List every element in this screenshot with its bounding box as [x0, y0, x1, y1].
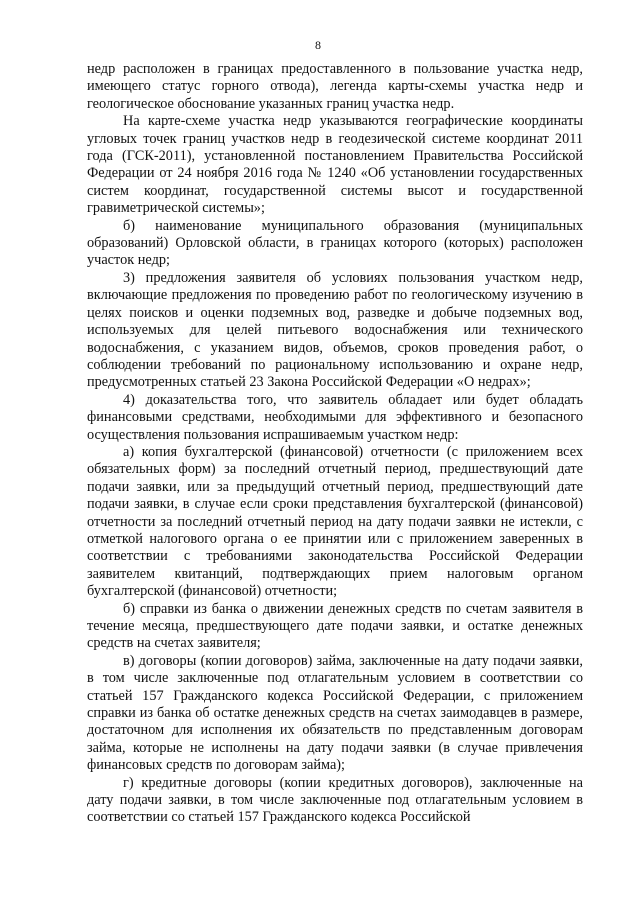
paragraph-subitem-b-bank: б) справки из банка о движении денежных средств по счетам заявителя в течение месяца, предшествующего дате подачи заявки, и остатке денежных средств на счетах заявителя; [87, 600, 583, 652]
document-body [87, 61, 583, 827]
page-number: 8 [315, 38, 321, 52]
paragraph-item-3-proposals: 3) предложения заявителя об условиях пользования участком недр, включающие предложения по проведению работ по геологическому изучению в целях поисков и оценки подземных вод, разведке и добыче подземных вод, используемых для целей питьевого водоснабжения или технического водоснабжения, с указанием видов, объемов, сроков проведения работ, о соблюдении требований по рациональному использованию и охране недр, предусмотренных статьей 23 Закона Российской Федерации «О недрах»; [87, 269, 583, 391]
paragraph-subitem-v-loans: в) договоры (копии договоров) займа, заключенные на дату подачи заявки, в том числе заключенные под отлагательным условием в соответствии со статьей 157 Гражданского кодекса Российской Федерации, с приложением справки из банка об остатке денежных средств на счетах заимодавцев в размере, достаточном для исполнения их обязательств по представленным договорам займа, которые не исполнены на дату подачи заявки (в случае привлечения финансовых средств по договорам займа); [87, 652, 583, 774]
paragraph-continuation: недр расположен в границах предоставленного в пользование участка недр, имеющего статус горного отвода), легенда карты-схемы участка недр и геологическое обоснование указанных границ участка недр. [87, 61, 583, 112]
paragraph-item-b-municipal: б) наименование муниципального образования (муниципальных образований) Орловской области, в границах которого (которых) расположен участок недр; [87, 217, 583, 269]
paragraph-subitem-a-accounting: а) копия бухгалтерской (финансовой) отчетности (с приложением всех обязательных форм) за последний отчетный период, предшествующий дате подачи заявки, или за предыдущий отчетный период, предшествующий дате подачи заявки, в случае если сроки представления бухгалтерской (финансовой) отчетности за последний отчетный период на дату подачи заявки не истекли, с отметкой налогового органа о ее принятии или с приложением заверенных в соответствии с требованиями законодательства Российской Федерации заявителем квитанций, подтверждающих прием налоговым органом бухгалтерской (финансовой) отчетности; [87, 443, 583, 600]
paragraph-coordinates: На карте-схеме участка недр указываются географические координаты угловых точек границ участков недр в геодезической системе координат 2011 года (ГСК-2011), установленной постановлением Правительства Российской Федерации от 24 ноября 2016 года № 1240 «Об установлении государственных систем координат, государственной системы высот и государственной гравиметрической системы»; [87, 113, 583, 217]
paragraph-item-4-evidence: 4) доказательства того, что заявитель обладает или будет обладать финансовыми средствами, необходимыми для эффективного и безопасного осуществления пользования испрашиваемым участком недр: [87, 391, 583, 443]
paragraph-subitem-g-credit: г) кредитные договоры (копии кредитных договоров), заключенные на дату подачи заявки, в том числе заключенные под отлагательным условием в соответствии со статьей 157 Гражданского кодекса Российской [87, 774, 583, 826]
